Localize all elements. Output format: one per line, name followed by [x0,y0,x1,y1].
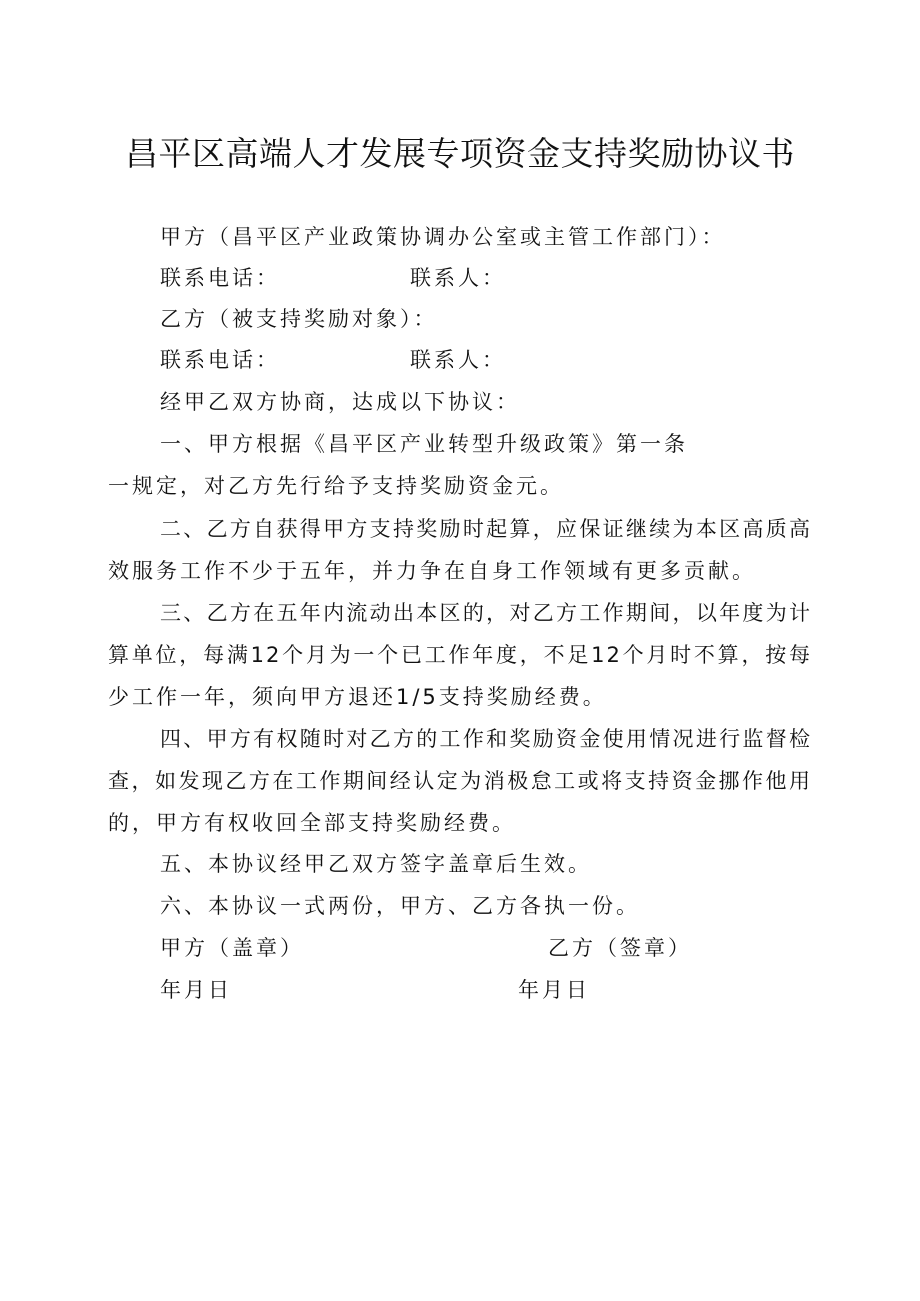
clause-4-line-3: 的，甲方有权收回全部支持奖励经费。 [108,811,516,835]
party-a-contact-label: 联系人： [410,266,506,290]
clause-6-line: 六、本协议一式两份，甲方、乙方各执一份。 [160,894,640,918]
clause-3-line-2: 算单位，每满12个月为一个已工作年度，不足12个月时不算，按每 [108,643,812,667]
party-a-line: 甲方（昌平区产业政策协调办公室或主管工作部门）： [160,225,726,249]
clause-4-line-2: 查，如发现乙方在工作期间经认定为消极怠工或将支持资金挪作他用 [108,769,812,793]
party-b-line: 乙方（被支持奖励对象）： [160,307,438,331]
party-a-seal-label: 甲方（盖章） [160,936,304,960]
clause-3-line-1: 三、乙方在五年内流动出本区的，对乙方工作期间，以年度为计 [160,601,812,625]
clause-2-line-1: 二、乙方自获得甲方支持奖励时起算，应保证继续为本区高质高 [160,517,812,541]
clause-4-line-1: 四、甲方有权随时对乙方的工作和奖励资金使用情况进行监督检 [160,727,812,751]
clause-2-line-2: 效服务工作不少于五年，并力争在自身工作领域有更多贡献。 [108,559,756,583]
intro-line: 经甲乙双方协商，达成以下协议： [160,390,520,414]
party-b-phone-label: 联系电话： [160,348,280,372]
clause-1-line-1: 一、甲方根据《昌平区产业转型升级政策》第一条 [160,432,688,456]
clause-3-line-3: 少工作一年，须向甲方退还1/5支持奖励经费。 [108,685,607,709]
party-a-phone-label: 联系电话： [160,266,280,290]
party-b-contact-label: 联系人： [410,348,506,372]
party-b-sign-label: 乙方（签章） [548,936,692,960]
clause-1-line-2: 一规定，对乙方先行给予支持奖励资金元。 [108,474,564,498]
party-b-date-label: 年月日 [518,978,590,1002]
party-a-date-label: 年月日 [160,978,232,1002]
document-title: 昌平区高端人才发展专项资金支持奖励协议书 [125,134,795,173]
clause-5-line: 五、本协议经甲乙双方签字盖章后生效。 [160,852,592,876]
